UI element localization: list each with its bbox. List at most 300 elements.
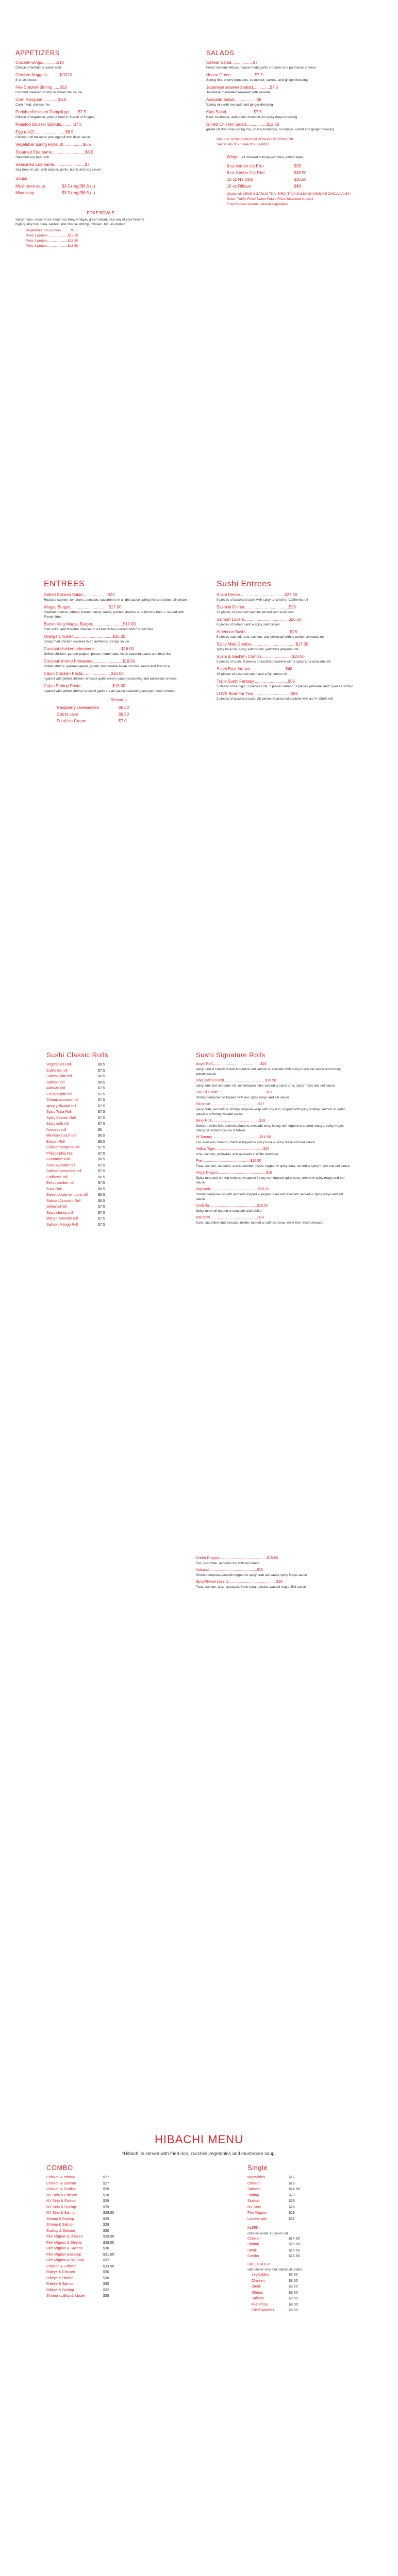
item-name: Bacon King Wagyu Burger...........................$19.00 [44, 622, 136, 626]
price-row [46, 2234, 170, 2240]
soups-title: Soups [15, 176, 27, 181]
item-price: $6.50 [119, 712, 129, 717]
item-price: $6 [98, 1128, 102, 1132]
price-row [46, 1222, 170, 1228]
item-name: Chicken [247, 2181, 261, 2185]
item-name: Salmon Avocado Roll [46, 1199, 81, 1203]
menu-item [196, 1135, 351, 1145]
price-row [46, 1086, 170, 1092]
item-price: $30 [103, 2282, 109, 2286]
item-desc: rigatoni with grilled chicken, broccoli garlic cream sauce seasoning and parmesan cheese [44, 677, 177, 681]
price-row [247, 2210, 361, 2216]
price-row [57, 718, 193, 724]
menu-item [44, 658, 193, 669]
item-name: Chicken & shrimp [46, 2176, 75, 2179]
item-price: $28 [103, 2193, 109, 2197]
item-desc: Japanese marinated seaweed with sesame [206, 91, 271, 94]
item-price: $38.50 [294, 171, 307, 175]
item-price: $15.50 [289, 2248, 300, 2252]
item-name: Steak [247, 2248, 257, 2252]
item-name: spicy yellowtail roll [46, 1104, 76, 1108]
item-name: Scallop & Salmon [46, 2229, 75, 2233]
item-price: $7.5 [98, 1163, 105, 1167]
price-row [46, 1121, 170, 1127]
menu-item [15, 84, 186, 95]
sides-title: SIDE ORDER [247, 2262, 270, 2266]
appetizers-title: APPETIZERS [15, 49, 60, 57]
item-name: Hi Tommy................................................$16.50 [196, 1136, 271, 1139]
price-row [247, 2193, 361, 2199]
item-name: Mushroom soup [15, 184, 45, 189]
menu-item [44, 604, 193, 619]
item-name: Chicken & Lobster [46, 2264, 76, 2268]
list-line: Fried Brussel sprouts / Ahead vegetables [227, 202, 288, 206]
sushi-entrees-title: Sushi Entrees [217, 580, 272, 588]
item-price: $28 [294, 164, 301, 168]
item-name: Yellow Tiger................................................$16 [196, 1147, 270, 1151]
item-price: $36.50 [294, 177, 307, 182]
item-name: Wagyu Burger..................................$17.00 [44, 605, 122, 609]
item-price: $29 [103, 2188, 109, 2191]
item-name: Spicy crab roll [46, 1122, 69, 1126]
item-name: Green Dragon................................................$15.50 [196, 1556, 278, 1560]
item-price: $30 [103, 2276, 109, 2280]
item-desc: 3 classic roll 4 nigiri, 3 pieces tuna, 3 pieces salmon, 3 pieces yellowtail and 3 pieces shrimp [217, 685, 354, 688]
item-name: Eel cucumber roll [46, 1181, 75, 1185]
menu-item [206, 72, 376, 82]
item-price: $30 [103, 2229, 109, 2233]
salads-section [206, 49, 376, 207]
item-name: Triple Sushi Fantasy..............................$65 [217, 679, 295, 684]
item-name: Chicken [247, 2236, 261, 2241]
item-price: $7.5 [98, 1181, 105, 1185]
item-name: NY Strip & Salmon [46, 2211, 77, 2215]
item-name: Godzilla................................................$15.50 [196, 1204, 269, 1208]
item-price: $29.50 [103, 2235, 114, 2239]
price-row [46, 1204, 170, 1210]
item-name: Ribeye & Shrimp [46, 2276, 74, 2280]
item-desc: Fresh romaine lettuce, house made garlic croutons and parmesan cheese [206, 66, 316, 70]
soups-list [15, 183, 186, 196]
item-desc: 6 pieces of salmon and a spicy salmon roll [217, 623, 280, 626]
list-line: Vegetables Tofu protein...........$15 [26, 229, 77, 232]
menu-item [196, 1556, 351, 1566]
item-desc: cheddar cheese, lettuce, tomato, fancy sauce, pickled shallots on a brioche bun — served with French fries [44, 611, 184, 619]
price-row [227, 170, 376, 176]
item-price: $6.50 [289, 2273, 298, 2277]
menu-item [44, 621, 193, 632]
item-price: $6.5 [98, 1063, 105, 1066]
price-row [46, 2228, 170, 2234]
item-price: $6.5 [98, 1134, 105, 1138]
price-row [46, 1163, 170, 1169]
item-price: $29.50 [103, 2241, 114, 2245]
price-row [46, 2210, 170, 2216]
item-desc: Choice of buffalo or sweet chili [15, 66, 61, 70]
price-row [252, 2284, 361, 2290]
item-desc: 8 or 10 pieces [15, 78, 37, 82]
item-name: California roll [46, 1175, 68, 1179]
desserts-title: Desserts [110, 698, 127, 702]
item-name: Shrimp & Salmon [46, 2223, 75, 2227]
price-row [46, 1068, 170, 1074]
item-price: $7.5 [98, 1069, 105, 1073]
item-desc: 8 pieces of assorted sushi with spicy tuna roll or California roll [217, 598, 308, 602]
item-name: Avocado Salad....................$8 [206, 97, 262, 102]
list-line: Poke 1 protein......................$15.50 [26, 234, 78, 238]
price-row [46, 1104, 170, 1110]
price-row [46, 1097, 170, 1104]
item-name: Coconut shrimp Primavera..........................$19.00 [44, 659, 135, 664]
price-row [252, 2272, 361, 2278]
price-row [46, 2198, 170, 2205]
item-desc: Spring mix with avocado and ginger dressing [206, 103, 273, 107]
item-price: $28 [289, 2199, 295, 2203]
item-name: Tuna Roll [46, 1187, 62, 1191]
item-desc: Eel, avocado, mango, cheddar topped w spicy tuna w spicy mayo and eel sauce [196, 1141, 315, 1144]
item-price: $6.50 [119, 705, 129, 710]
price-row [46, 2193, 170, 2199]
item-price: $17 [289, 2176, 295, 2179]
price-row [46, 2187, 170, 2193]
item-desc: spicy tuna & crunch inside topped w/ eel salmon & avocado with spicy mayo eel sauce and honey wasabi sauce [196, 1067, 341, 1076]
item-price: $32 [103, 2259, 109, 2262]
item-price: $8.50 [289, 2302, 298, 2307]
item-desc: Steamed soy bean roll [15, 156, 49, 159]
sushi-entrees-list [217, 592, 366, 701]
price-row [252, 2296, 361, 2302]
item-desc: 16 pieces of assorted sushi and a Dynamite roll [217, 672, 287, 676]
item-name: NY Strip & Chicken [46, 2193, 77, 2197]
price-row [15, 190, 186, 196]
price-row [46, 1145, 170, 1151]
salads-list [206, 60, 376, 132]
price-row [46, 2281, 170, 2287]
item-price: $24.50 [289, 2188, 300, 2191]
price-row [46, 1180, 170, 1187]
signature-rolls-list-2 [196, 1556, 351, 1589]
price-row [46, 1127, 170, 1133]
item-name: Boston Roll [46, 1140, 65, 1144]
menu-item [15, 149, 186, 160]
poke-list [15, 228, 186, 249]
item-desc: Soy bean in salt, chili pepper, garlic, butter and soy sauce [15, 168, 101, 172]
item-name: Fire Cracker Shrimp.......$10 [15, 85, 68, 90]
item-name: NY Strip & Scallop [46, 2205, 76, 2209]
list-line: Poke 3 protein......................$18.50 [26, 244, 78, 248]
item-name: Shrimp & Scallop [46, 2217, 74, 2221]
menu-item [44, 646, 193, 656]
kids-title: Kid/EKI [247, 2226, 260, 2230]
price-row [247, 2198, 361, 2205]
price-row [46, 1115, 170, 1122]
item-price: $14.50 [289, 2236, 300, 2241]
price-row [252, 2278, 361, 2284]
menu-item [15, 162, 186, 172]
entrees-section [44, 580, 193, 724]
price-row [46, 2175, 170, 2181]
item-desc: Kani, cucumber and avocado inside, topped w salmon, tuna, white fish, fresh avocado [196, 1221, 324, 1225]
item-price: $8.50 [289, 2285, 298, 2289]
item-name: Alaskan roll [46, 1087, 65, 1090]
item-price: $8.50 [289, 2291, 298, 2295]
item-desc: Spicy tuna roll topped w avocado and tobiko [196, 1209, 262, 1213]
item-desc: Tuna, salmon, crab, avocado, fresh tuna, tomato, wasabi mayo, Eel sauce [196, 1585, 306, 1589]
menu-item [206, 109, 376, 120]
item-name: Ribeye & Salmon [46, 2282, 75, 2286]
item-name: NY Strip & Shrimp [46, 2199, 76, 2203]
price-row [252, 2302, 361, 2308]
price-row [46, 1210, 170, 1216]
item-price: $7.5 [98, 1151, 105, 1156]
salads-title: SALADS [206, 49, 235, 57]
item-desc: spicy crab, avocado & shrimp tempura wrap with soy nori, topped with spicy scallop, salmon w. garlic sauce and honey wasabi sauce [196, 1108, 345, 1116]
price-row [46, 1109, 170, 1115]
price-row [247, 2242, 361, 2248]
item-desc: Shrimp tempura avocado topped in spicy crab eel sauce spicy Mayo sauce [196, 1573, 307, 1577]
item-desc: Grilled shrimp, garden pepper, potato, homemade Asian coconut sauce and fried rice [44, 665, 170, 668]
price-row [46, 1139, 170, 1145]
combo-title: COMBO [46, 2164, 73, 2172]
item-price: $8.50 [289, 2309, 298, 2312]
item-price: $8.5 [98, 1140, 105, 1144]
item-name: Roasted Brussel Sprouts...........$7.5 [15, 122, 82, 127]
item-name: Salmon cucumber roll [46, 1170, 81, 1173]
price-row [46, 2181, 170, 2187]
item-price: $3.5 (reg)/$6.5 (L) [62, 184, 95, 189]
item-desc: fried onion and cheddar cheese on a brioche bun served with French fries [44, 628, 154, 631]
item-desc: 5 pieces each of: tuna, salmon, and yellowtail with a salmon avocado roll [217, 635, 325, 639]
item-name: Sushi Dinner.......................................$27.50 [217, 592, 297, 597]
item-name: Miso soup [15, 191, 35, 195]
menu-item [217, 654, 366, 664]
item-price: $6.5 [98, 1193, 105, 1197]
menu-item [206, 97, 376, 107]
item-name: Chicken [252, 2279, 265, 2283]
item-desc: 3 pieces of assorted sushi, 25 pieces of assorted sashimi with an A+ Chefs roll [217, 697, 333, 701]
wings-title: Wings [227, 155, 239, 159]
item-price: $7.5 [98, 1122, 105, 1126]
price-row [46, 1062, 170, 1068]
item-desc: rigatoni with grilled shrimp, broccoli garlic cream sauce seasoning and parmesan cheese [44, 689, 176, 693]
menu-item [15, 109, 186, 120]
signature-rolls-section-2 [196, 1556, 351, 1591]
signature-rolls-title: Sushi Signature Rolls [196, 1051, 266, 1059]
menu-item [15, 142, 186, 147]
item-name: Fire................................................$16.50 [196, 1159, 261, 1163]
item-name: Rainbow................................................$14 [196, 1216, 264, 1219]
menu-item [217, 604, 366, 615]
item-name: Dog Crab Crunch.........................................$16.50 [196, 1079, 276, 1082]
price-row [46, 2287, 170, 2294]
item-name: Spicy shrimp roll [46, 1211, 73, 1215]
item-desc: Shrimp tempura roll topped with eel, spicy mayo and eel sauce [196, 1096, 289, 1099]
item-desc: Corn meat, cheese mix [15, 103, 50, 107]
item-name: Sweet potato tempura roll [46, 1193, 88, 1197]
price-row [46, 2258, 170, 2264]
price-row [46, 2222, 170, 2228]
price-row [57, 711, 193, 718]
wings-list [206, 163, 376, 190]
item-price: $6.5 [98, 1199, 105, 1203]
list-line: Sides: Truffle Fries/ Sweet Potato Fries/ Seasonal broccoli [227, 197, 313, 201]
item-desc: Roasted salmon, tomatoes, avocado, cucumbers in a light sauce spring mix and citrus-dill cream [44, 598, 187, 602]
item-name: Filet Mignon & Shrimp [46, 2241, 82, 2245]
item-price: $7.5 [98, 1211, 105, 1215]
price-row [57, 704, 193, 711]
price-row [46, 1157, 170, 1163]
item-price: $28.50 [103, 2211, 114, 2215]
price-row [247, 2205, 361, 2211]
item-name: American Sushi.......................................$26 [217, 630, 297, 634]
price-row [247, 2248, 361, 2254]
item-price: $16.50 [289, 2255, 300, 2258]
price-row [46, 2205, 170, 2211]
item-name: Raspberry cheesecake [57, 705, 99, 710]
item-name: Shrimp scallop & lobster [46, 2294, 86, 2298]
item-desc: Coconut breaded shrimp in sweet chili sauce [15, 91, 82, 94]
menu-item [15, 97, 186, 107]
poke-desc: Spicy mayo, sesame oil, Asian rice brew vinegar, green Salad, plus any of your favorite high quality fish: tuna, salmon and choose shrimp, chicken, tofu as protein [15, 218, 145, 226]
item-name: Fried Noodles [252, 2309, 274, 2312]
menu-item [206, 60, 376, 70]
item-price: $48 [294, 184, 301, 189]
classic-rolls-title: Sushi Classic Rolls [46, 1051, 109, 1059]
menu-item [196, 1171, 351, 1185]
single-section [247, 2164, 361, 2314]
item-name: Sushi Boat for two...............................$48 [217, 667, 293, 671]
list-line: Poke 2 protein......................$16.50 [26, 239, 78, 243]
item-name: Grilled Chicken Salad..................$12.50 [206, 122, 279, 127]
item-name: Salmon [252, 2297, 264, 2300]
menu-item [196, 1159, 351, 1168]
price-row [46, 1133, 170, 1139]
item-name: Grilled Salmon Salad......................$23 [44, 592, 115, 597]
item-name: Vegetable Spring Rolls (3).................$6.5 [15, 142, 91, 147]
item-desc: crispy fried chicken covered in an authentic orange sauce [44, 640, 129, 643]
item-price: $23 [289, 2193, 295, 2197]
item-name: yellowtail roll [46, 1205, 67, 1209]
hibachi-subtitle: *Hibachi is served with fried rice, zucchini vegetables and mushroom soup. [122, 2151, 276, 2156]
item-price: $8.50 [289, 2279, 298, 2283]
price-row [46, 1216, 170, 1222]
item-desc: 5 pieces of sushi, 9 pieces of assorted sashimi with a spicy tuna avocado roll [217, 660, 330, 664]
signature-rolls-list [196, 1062, 351, 1225]
entrees-title: ENTREES [44, 580, 85, 588]
price-row [15, 183, 186, 190]
item-name: LOVE Boat For Two.................................$86 [217, 691, 298, 696]
item-price: $7.5 [98, 1098, 105, 1102]
menu-item [206, 122, 376, 132]
price-row [46, 1175, 170, 1181]
item-name: Spicy Maki Combo.......................................$17.00 [217, 642, 308, 647]
menu-item [44, 634, 193, 644]
price-row [46, 2216, 170, 2223]
item-name: Steamed Edamame.............................$6.5 [15, 150, 93, 155]
item-name: Filet Mignon [247, 2211, 268, 2215]
item-name: Avocado roll [46, 1128, 67, 1132]
wings-footer [206, 192, 376, 207]
item-name: Filet Mignon &Scallop [46, 2252, 81, 2257]
item-desc: spicy tuna roll, spicy salmon roll, yellowtail jalapeno roll [217, 648, 299, 651]
item-price: $30 [103, 2270, 109, 2274]
price-row [46, 2276, 170, 2282]
item-price: $7.5 [98, 1217, 105, 1221]
price-row [227, 183, 376, 190]
price-row [46, 2264, 170, 2270]
item-name: Eel avocado roll [46, 1092, 72, 1096]
item-name: Spicy Salmon Roll [46, 1116, 76, 1120]
sides-note: with dinner only, not individual orders [247, 2268, 303, 2272]
item-name: vegetables [252, 2273, 269, 2277]
menu-item [196, 1147, 351, 1157]
price-row [46, 1187, 170, 1193]
menu-item [196, 1580, 351, 1589]
item-name: vegetables [247, 2176, 265, 2179]
price-row [252, 2290, 361, 2296]
item-price: $35 [103, 2294, 109, 2298]
menu-item [15, 122, 186, 127]
item-name: 16 oz Ribeye [227, 184, 251, 189]
item-name: Chicken wings.............$10 [15, 60, 64, 65]
item-desc: Choice of vegetable, pork or beef in Starch of 6 types [15, 115, 95, 119]
signature-rolls-section [196, 1051, 351, 1227]
item-name: Spicy/Sweet Love U................................................$16 [196, 1580, 283, 1584]
item-desc: Salmon, white fish, salmon jalapeno avocado wrap in soy nori topped w seared mango, spicy mayo, mango & sriracha sauce & tobiko [196, 1124, 344, 1132]
item-desc: Eel, cucumber, avocado top with eel sauce [196, 1562, 260, 1565]
item-price: $15.50 [289, 2243, 300, 2246]
entrees-list [44, 592, 193, 693]
item-name: Angel Roll................................................$16 [196, 1062, 267, 1066]
kids-note: children under 10 years old [247, 2231, 288, 2235]
price-row [247, 2181, 361, 2187]
item-name: Virgin Dragon................................................$16 [196, 1171, 272, 1175]
item-name: Salmon skin roll [46, 1075, 72, 1078]
item-price: $6.5 [98, 1080, 105, 1084]
menu-item [196, 1090, 351, 1100]
menu-item [217, 617, 366, 627]
menu-item [217, 691, 366, 701]
item-name: 10 oz NY Strip [227, 177, 254, 182]
price-row [46, 1198, 170, 1205]
item-name: Volcano................................................$15 [196, 1568, 263, 1572]
item-price: $28 [103, 2223, 109, 2227]
item-price: $7.5 [98, 1110, 105, 1114]
item-price: $19 [289, 2181, 295, 2185]
menu-item [217, 592, 366, 602]
item-name: Spicy Tuna Roll [46, 1110, 72, 1114]
price-row [252, 2308, 361, 2314]
menu-item [196, 1568, 351, 1578]
item-price: $7.5 [98, 1092, 105, 1096]
item-name: Tuna Avocado roll [46, 1163, 75, 1167]
item-name: Lobster tails [247, 2217, 267, 2221]
item-name: NY Strip [247, 2205, 261, 2209]
single-title: Single [247, 2164, 268, 2172]
item-name: Sun Of Snake................................................$17 [196, 1091, 273, 1094]
price-row [46, 1080, 170, 1086]
price-row [46, 2252, 170, 2258]
item-name: Fried Ice Cream [57, 719, 87, 723]
single-list [247, 2175, 361, 2222]
item-desc: tuna, salmon, yellowtail, and avocado in white seaweed [196, 1153, 278, 1156]
item-name: Pork/beef/chicken Dumplings........$7.5 [15, 110, 86, 114]
item-name: Seasoned Edamame...........................$7 [15, 162, 90, 167]
item-price: $6.5 [98, 1158, 105, 1161]
price-row [46, 2293, 170, 2299]
item-price: $31.50 [103, 2252, 114, 2257]
item-desc: Spicy tuna and shrimp tempura wrapped in soy nori topped spicy tuna, served w spicy mayo and eel sauce [196, 1176, 344, 1184]
